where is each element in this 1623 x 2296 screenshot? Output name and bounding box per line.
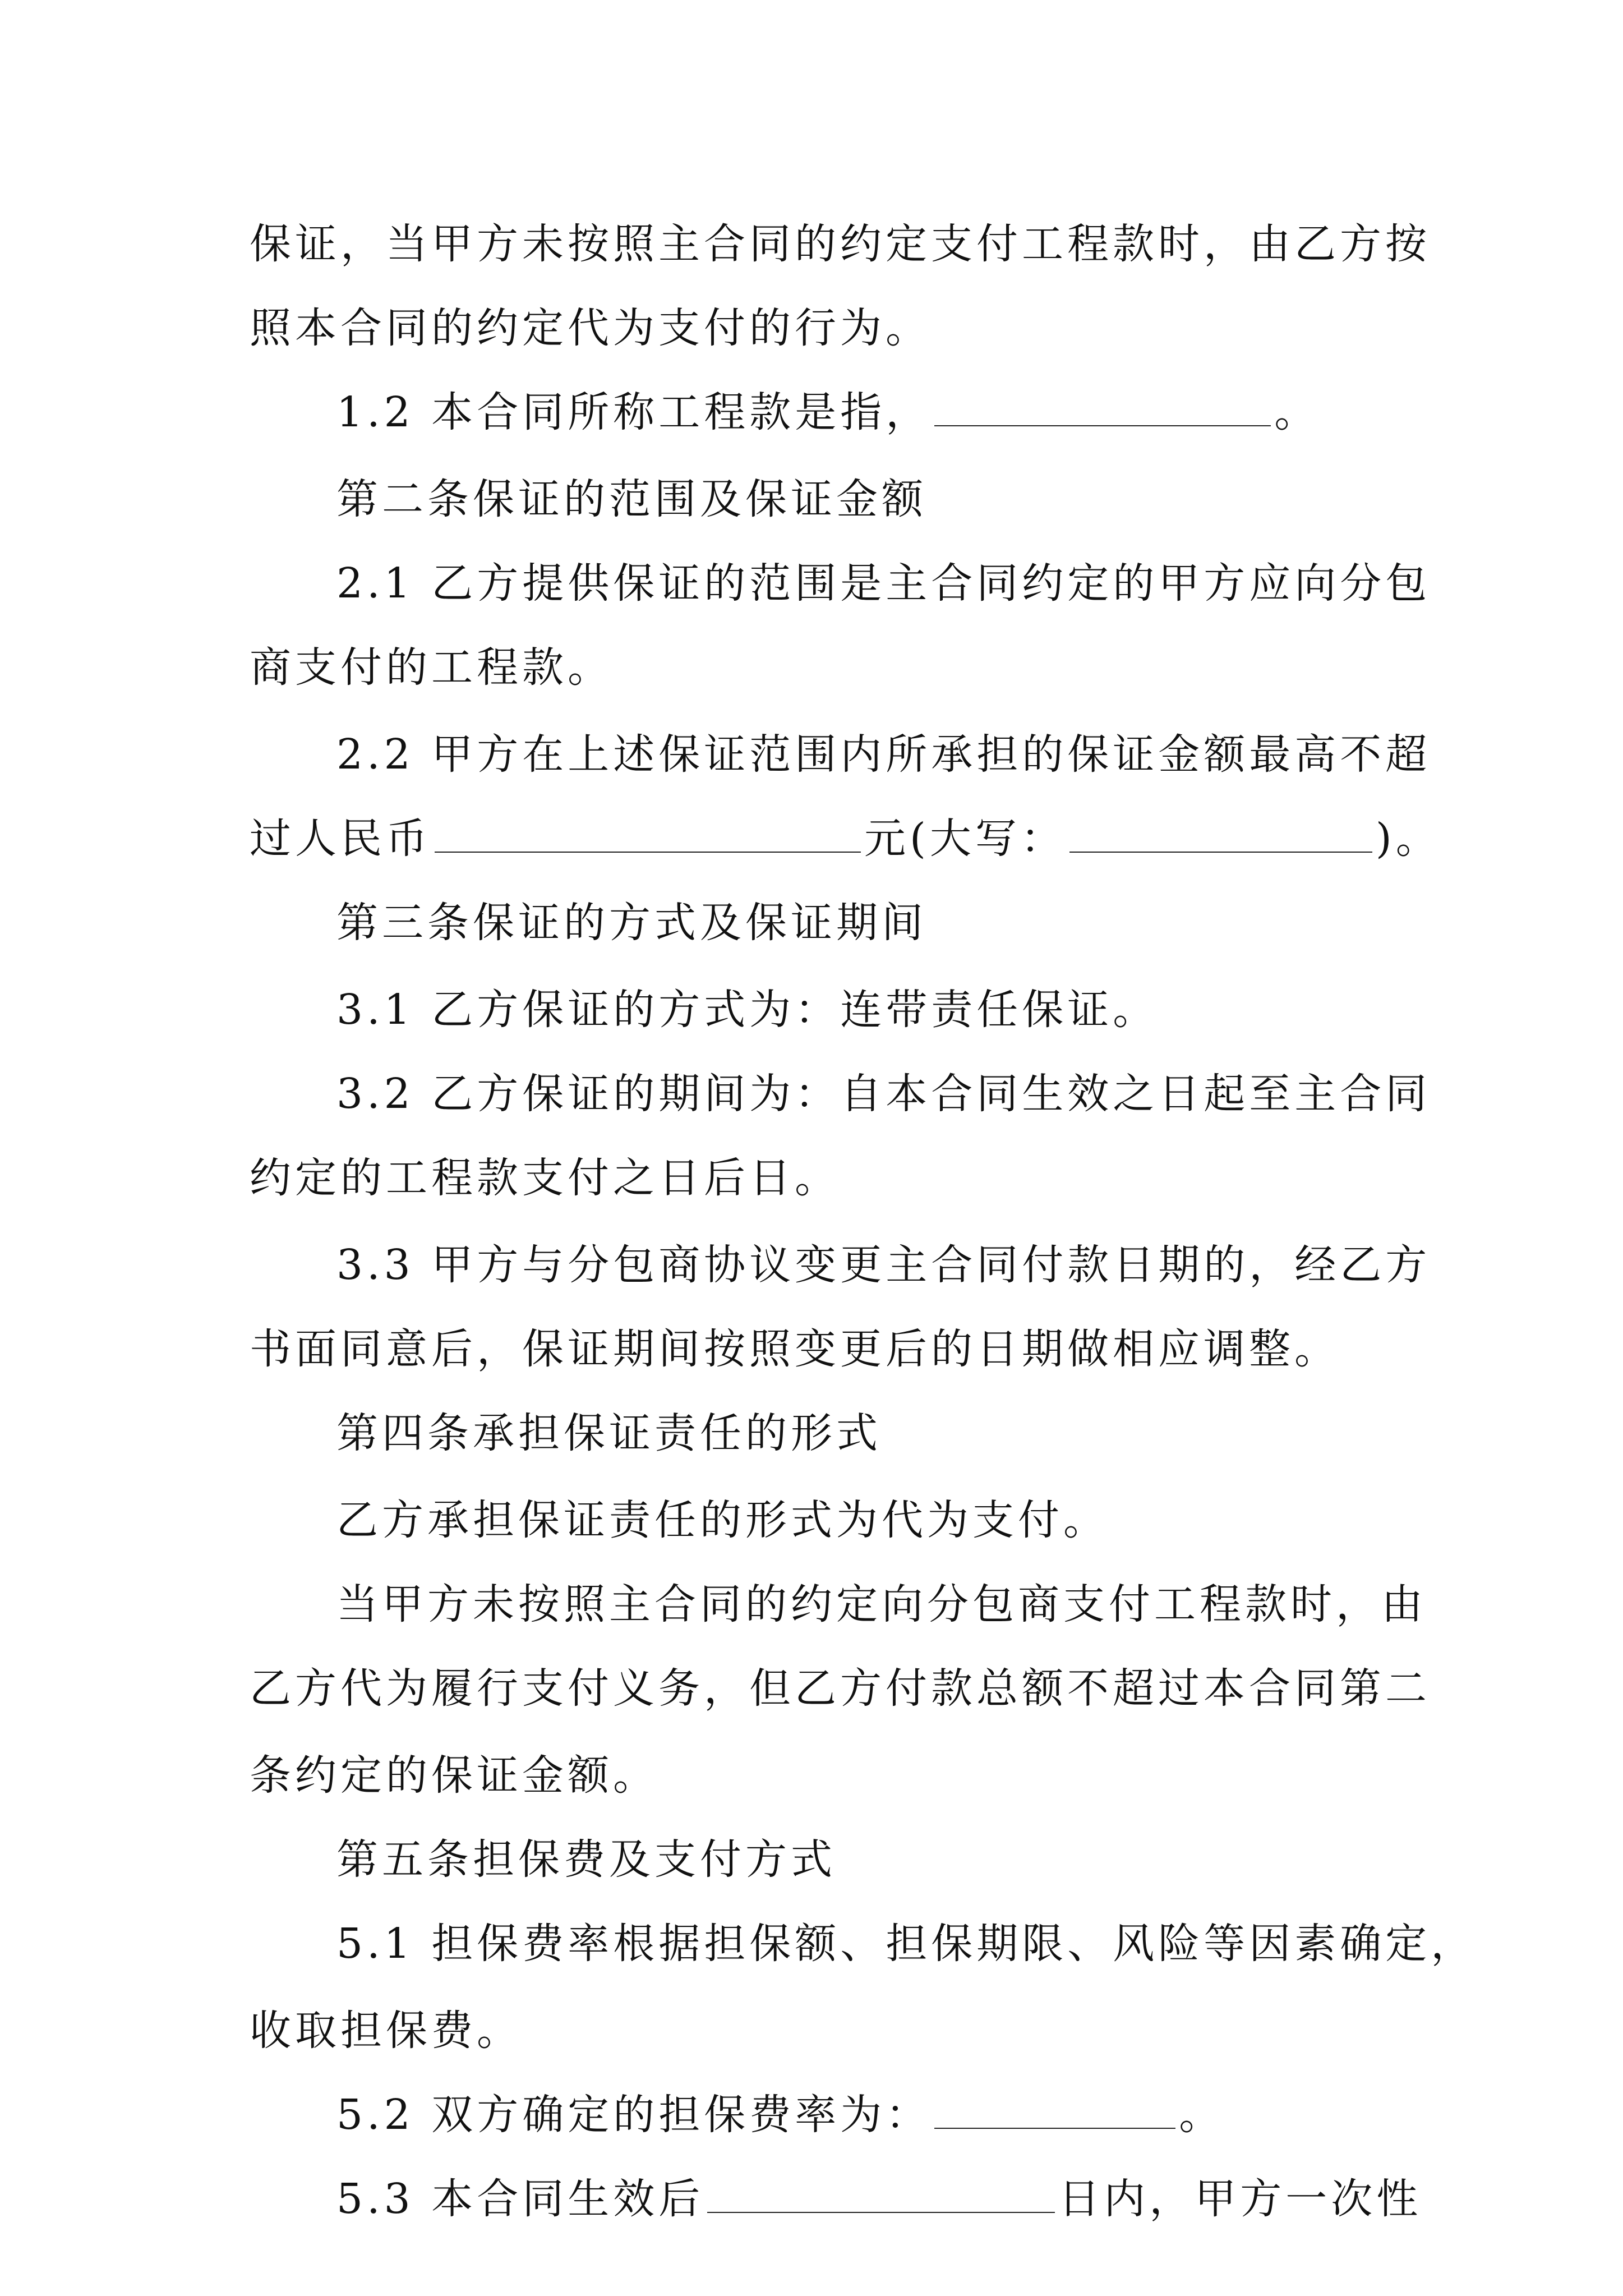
text-line: [336, 468, 927, 530]
text-segment: 书面同意后，保证期间按照变更后的日期做相应调整。: [250, 1325, 1340, 1373]
fill-in-blank: [934, 388, 1271, 426]
text-line: [336, 1402, 882, 1464]
text-line: [336, 381, 1320, 443]
text-segment: 第二条保证的范围及保证金额: [336, 475, 927, 523]
text-line: [336, 553, 1431, 614]
text-line: [250, 213, 1431, 275]
text-line: [250, 1745, 658, 1806]
text-line: [336, 2084, 1224, 2146]
text-line: [336, 1234, 1431, 1296]
text-segment: 乙方代为履行支付义务，但乙方付款总额不超过本合同第二: [250, 1664, 1431, 1713]
text-line: [250, 1658, 1431, 1719]
text-line: [336, 724, 1431, 785]
text-segment: 过人民币: [250, 815, 431, 863]
text-segment: 1.2 本合同所称工程款是指，: [336, 388, 932, 436]
text-segment: 条约定的保证金额。: [250, 1751, 658, 1800]
text-segment: 5.3 本合同生效后: [336, 2175, 704, 2223]
text-line: [250, 297, 931, 359]
text-segment: 。: [1179, 2091, 1225, 2139]
text-segment: 5.1 担保费率根据担保额、担保期限、风险等因素确定，: [336, 1920, 1477, 1968]
fill-in-blank: [934, 2091, 1175, 2129]
text-segment: 3.1 乙方保证的方式为：连带责任保证。: [336, 986, 1159, 1034]
text-line: [250, 1147, 840, 1209]
text-line: [336, 1489, 1109, 1551]
text-line: [336, 1573, 1427, 1635]
text-segment: 第三条保证的方式及保证期间: [336, 899, 927, 947]
text-line: [336, 2168, 1422, 2230]
fill-in-blank: [435, 815, 861, 853]
text-line: [336, 1913, 1476, 1975]
text-segment: 元(大写：: [864, 815, 1066, 863]
text-line: [336, 1063, 1431, 1125]
text-line: [250, 1318, 1340, 1380]
text-line: [336, 979, 1158, 1041]
text-segment: 2.2 甲方在上述保证范围内所承担的保证金额最高不超: [336, 730, 1431, 779]
text-segment: 保证，当甲方未按照主合同的约定支付工程款时，由乙方按: [250, 220, 1431, 268]
text-segment: 商支付的工程款。: [250, 643, 613, 692]
fill-in-blank: [707, 2175, 1055, 2213]
text-segment: 第五条担保费及支付方式: [336, 1835, 836, 1884]
text-line: [250, 2000, 522, 2062]
text-segment: 2.1 乙方提供保证的范围是主合同约定的甲方应向分包: [336, 559, 1431, 608]
text-segment: 乙方承担保证责任的形式为代为支付。: [336, 1496, 1109, 1544]
text-line: [250, 808, 1441, 869]
text-segment: 3.2 乙方保证的期间为：自本合同生效之日起至主合同: [336, 1070, 1431, 1118]
text-line: [336, 892, 927, 954]
text-segment: 约定的工程款支付之日后日。: [250, 1154, 840, 1202]
text-segment: 当甲方未按照主合同的约定向分包商支付工程款时，由: [336, 1580, 1427, 1628]
text-line: [336, 1829, 836, 1890]
text-segment: )。: [1375, 815, 1441, 863]
text-segment: 3.3 甲方与分包商协议变更主合同付款日期的，经乙方: [336, 1241, 1431, 1289]
text-segment: 照本合同的约定代为支付的行为。: [250, 304, 931, 352]
fill-in-blank: [1069, 815, 1372, 853]
text-line: [250, 637, 613, 698]
text-segment: 5.2 双方确定的担保费率为：: [336, 2091, 932, 2139]
text-segment: 收取担保费。: [250, 2007, 522, 2055]
text-segment: 。: [1274, 388, 1320, 436]
text-segment: 第四条承担保证责任的形式: [336, 1409, 882, 1457]
text-segment: 日内，甲方一次性: [1058, 2175, 1422, 2223]
